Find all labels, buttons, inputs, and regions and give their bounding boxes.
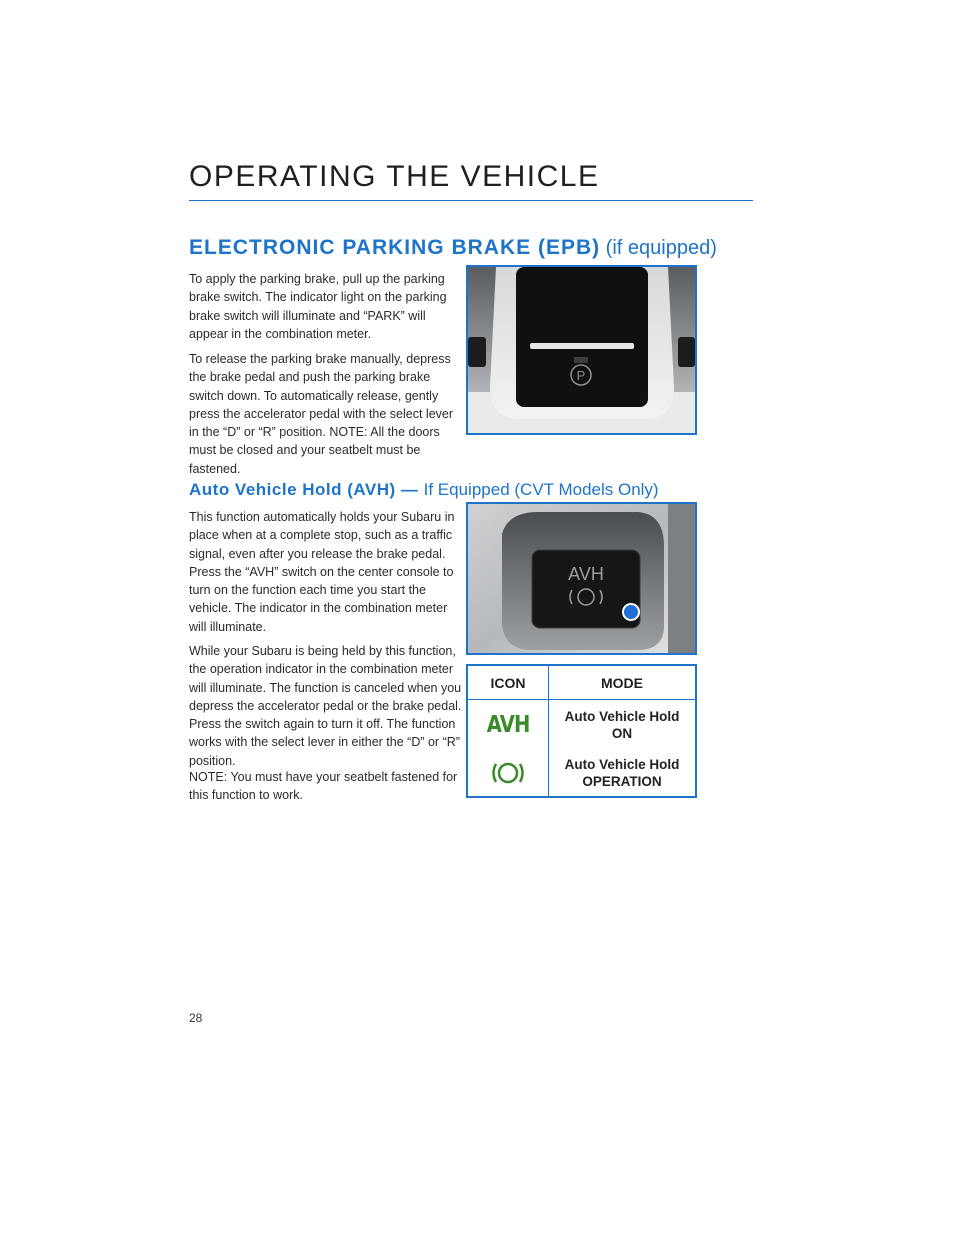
avh-paragraph-operation: While your Subaru is being held by this function, the operation indicator in the combination meter will illuminate. The function is canceled when you depress the accelerator pedal or the brake pedal. Press the switch again to turn it off. The function works with the select lever in either the “D” or “R” position. bbox=[189, 644, 462, 768]
epb-paragraph-apply: To apply the parking brake, pull up the parking brake switch. The indicator light on the parking brake switch will illuminate and “PARK” will appear in the combination meter. bbox=[189, 272, 447, 341]
avh-indicator-dot bbox=[623, 604, 639, 620]
table-row bbox=[468, 700, 695, 749]
hold-operation-icon bbox=[492, 759, 524, 787]
avh-photo-switch-label: AVH bbox=[568, 564, 604, 584]
avh-switch-photo bbox=[466, 502, 697, 655]
avh-heading bbox=[189, 480, 659, 500]
mode-label-line1: Auto Vehicle Hold bbox=[564, 708, 680, 724]
avh-heading-bold: Auto Vehicle Hold (AVH) — bbox=[189, 480, 424, 499]
mode-label-line1: Auto Vehicle Hold bbox=[564, 756, 680, 772]
header-rule bbox=[189, 200, 753, 201]
avh-heading-light: If Equipped (CVT Models Only) bbox=[423, 480, 659, 499]
section-header: OPERATING THE VEHICLE bbox=[189, 160, 600, 193]
table-row bbox=[468, 749, 695, 796]
mode-label-line2: ON bbox=[611, 725, 633, 741]
page-number: 28 bbox=[189, 1011, 203, 1025]
epb-switch-photo bbox=[466, 265, 697, 435]
avh-paragraph-intro: This function automatically holds your Subaru in place when at a complete stop, such as a traffic signal, even after you release the brake pedal. Press the “AVH” switch on the center console to turn on the function each time you start the vehicle. The indicator in the combination meter will illuminate. bbox=[189, 510, 455, 634]
epb-heading bbox=[189, 236, 717, 260]
epb-heading-light: (if equipped) bbox=[600, 237, 717, 259]
avh-icon: AVH bbox=[486, 711, 530, 738]
table-header-mode: MODE bbox=[601, 674, 643, 691]
epb-photo-icon-letter: P bbox=[576, 368, 586, 383]
avh-paragraph-note: NOTE: You must have your seatbelt fastened for this function to work. bbox=[189, 770, 458, 803]
icon-mode-table bbox=[466, 664, 697, 798]
epb-heading-bold: ELECTRONIC PARKING BRAKE (EPB) bbox=[189, 236, 601, 259]
table-header-row bbox=[468, 666, 695, 700]
epb-paragraph-release: To release the parking brake manually, depress the brake pedal and push the parking brake switch down. To automatically release, gently press the accelerator pedal with the select lever in the “D” or “R” position. NOTE: All the doors must be closed and your seatbelt must be fastened. bbox=[189, 352, 454, 476]
table-header-icon: ICON bbox=[468, 666, 549, 699]
mode-label-line2: OPERATION bbox=[582, 773, 662, 789]
